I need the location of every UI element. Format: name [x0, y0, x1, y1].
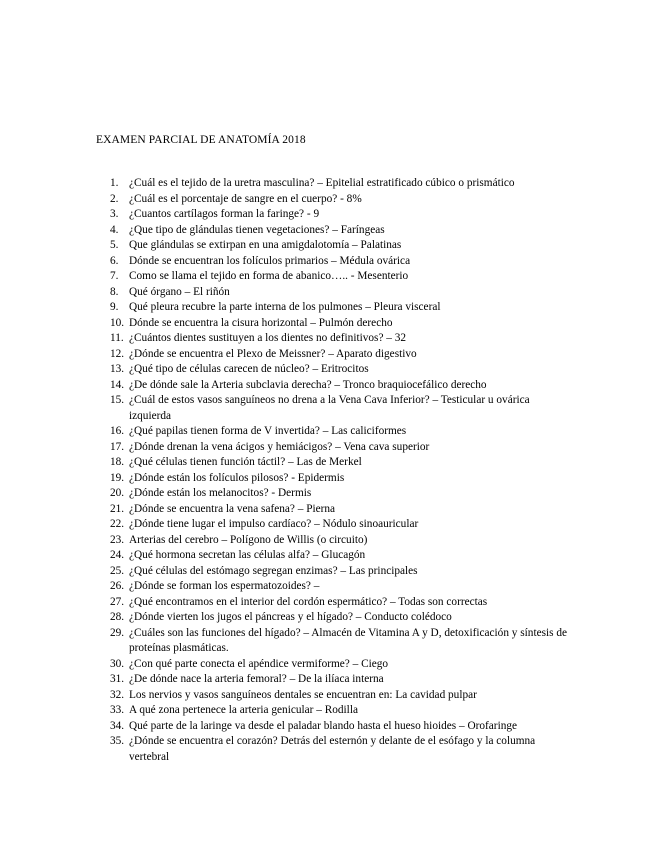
question-item — [110, 455, 572, 471]
question-text: Dónde se encuentran los folículos primarios – Médula ovárica — [129, 254, 411, 267]
question-text: ¿Dónde se encuentra el Plexo de Meissner? – Aparato digestivo — [129, 347, 417, 360]
question-item — [110, 610, 572, 626]
question-item — [110, 316, 572, 332]
question-item — [110, 517, 572, 533]
question-item — [110, 347, 572, 363]
question-text: ¿Dónde se encuentra el corazón? Detrás del esternón y delante de el esófago y la columna vertebral — [129, 735, 536, 763]
question-number: 24. — [110, 549, 125, 561]
question-text: ¿Qué células tienen función táctil? – Las de Merkel — [129, 456, 362, 468]
question-text: ¿Dónde vierten los jugos el páncreas y el hígado? – Conducto colédoco — [129, 611, 452, 623]
question-item — [110, 533, 572, 549]
question-item — [110, 192, 572, 208]
question-text: ¿Qué encontramos en el interior del cordón espermático? – Todas son correctas — [129, 595, 488, 608]
question-number: 22. — [110, 518, 125, 530]
question-item — [110, 734, 572, 765]
question-number: 33. — [110, 704, 125, 716]
question-number: 17. — [110, 440, 125, 453]
question-item — [110, 254, 572, 270]
question-text: ¿Qué tipo de células carecen de núcleo? – Eritrocitos — [129, 363, 369, 375]
question-item — [110, 331, 572, 347]
question-number: 16. — [110, 425, 125, 437]
question-number: 21. — [110, 502, 125, 515]
question-text: Dónde se encuentra la cisura horizontal – Pulmón derecho — [129, 316, 393, 329]
question-text: ¿Dónde se forman los espermatozoides? – — [129, 580, 320, 592]
question-text: ¿Que tipo de glándulas tienen vegetaciones? – Faríngeas — [129, 223, 385, 236]
question-item — [110, 548, 572, 564]
question-text: Arterias del cerebro – Polígono de Willis (o circuito) — [129, 533, 368, 546]
question-list — [110, 176, 572, 765]
question-item — [110, 719, 572, 735]
question-text: ¿Con qué parte conecta el apéndice vermiforme? – Ciego — [129, 657, 389, 670]
question-text: ¿Cuántos dientes sustituyen a los dientes no definitivos? – 32 — [129, 332, 407, 344]
question-text: ¿Cuantos cartílagos forman la faringe? - 9 — [129, 208, 320, 220]
question-number: 8. — [110, 285, 119, 298]
question-text: ¿Cuál de estos vasos sanguíneos no drena a la Vena Cava Inferior? – Testicular u ovárica izquierda — [129, 394, 530, 422]
question-number: 11. — [110, 332, 124, 344]
question-text: Que glándulas se extirpan en una amigdalotomía – Palatinas — [129, 239, 402, 251]
question-number: 10. — [110, 316, 125, 329]
question-number: 4. — [110, 223, 119, 236]
question-number: 7. — [110, 270, 119, 282]
question-text: ¿Dónde tiene lugar el impulso cardíaco? – Nódulo sinoauricular — [129, 518, 419, 530]
question-number: 19. — [110, 471, 125, 484]
question-item — [110, 486, 572, 502]
question-text: ¿Dónde están los folículos pilosos? - Epidermis — [129, 471, 345, 484]
question-item — [110, 285, 572, 301]
question-item — [110, 223, 572, 239]
question-number: 32. — [110, 688, 125, 701]
question-number: 14. — [110, 378, 125, 391]
question-item — [110, 595, 572, 611]
question-item — [110, 300, 572, 316]
question-item — [110, 207, 572, 223]
question-number: 35. — [110, 735, 125, 747]
question-number: 30. — [110, 657, 125, 670]
question-text: Qué parte de la laringe va desde el paladar blando hasta el hueso hioides – Orofaringe — [129, 719, 518, 732]
question-text: Qué pleura recubre la parte interna de los pulmones – Pleura visceral — [129, 301, 441, 313]
question-number: 31. — [110, 673, 125, 685]
question-text: ¿Dónde se encuentra la vena safena? – Pierna — [129, 502, 336, 515]
question-number: 5. — [110, 239, 119, 251]
question-number: 18. — [110, 456, 125, 468]
question-number: 9. — [110, 301, 119, 313]
question-text: Como se llama el tejido en forma de abanico….. - Mesenterio — [129, 270, 409, 282]
question-number: 6. — [110, 254, 119, 267]
question-number: 34. — [110, 719, 125, 732]
question-item — [110, 424, 572, 440]
question-item — [110, 657, 572, 673]
question-text: ¿Cuáles son las funciones del hígado? – Almacén de Vitamina A y D, detoxificación y síntesis de proteínas plasmáticas. — [129, 626, 568, 654]
question-item — [110, 362, 572, 378]
question-number: 1. — [110, 177, 119, 189]
question-text: ¿De dónde nace la arteria femoral? – De la ilíaca interna — [129, 673, 384, 685]
question-text: ¿Qué hormona secretan las células alfa? – Glucagón — [129, 549, 366, 561]
question-item — [110, 688, 572, 704]
question-number: 28. — [110, 611, 125, 623]
question-number: 15. — [110, 394, 125, 406]
question-text: Los nervios y vasos sanguíneos dentales se encuentran en: La cavidad pulpar — [129, 688, 477, 701]
question-text: A qué zona pertenece la arteria genicular – Rodilla — [129, 704, 358, 716]
question-text: ¿Dónde están los melanocitos? - Dermis — [129, 487, 312, 499]
question-number: 27. — [110, 595, 125, 608]
question-number: 2. — [110, 192, 119, 205]
question-text: ¿De dónde sale la Arteria subclavia derecha? – Tronco braquiocefálico derecho — [129, 378, 487, 391]
question-item — [110, 626, 572, 657]
question-text: Qué órgano – El riñón — [129, 285, 230, 298]
question-number: 3. — [110, 208, 119, 220]
question-item — [110, 564, 572, 580]
question-item — [110, 703, 572, 719]
question-item — [110, 440, 572, 456]
question-number: 29. — [110, 626, 125, 639]
question-item — [110, 502, 572, 518]
question-text: ¿Cuál es el porcentaje de sangre en el cuerpo? - 8% — [129, 192, 362, 205]
question-number: 26. — [110, 580, 125, 592]
question-number: 20. — [110, 487, 125, 499]
question-item — [110, 393, 572, 424]
document-title: EXAMEN PARCIAL DE ANATOMÍA 2018 — [96, 134, 306, 146]
question-item — [110, 269, 572, 285]
question-text: ¿Qué células del estómago segregan enzimas? – Las principales — [129, 564, 418, 577]
question-text: ¿Dónde drenan la vena ácigos y hemiácigos? – Vena cava superior — [129, 440, 430, 453]
question-number: 12. — [110, 347, 125, 360]
question-number: 25. — [110, 564, 125, 577]
question-text: ¿Cuál es el tejido de la uretra masculina? – Epitelial estratificado cúbico o prismático — [129, 177, 515, 189]
question-item — [110, 176, 572, 192]
question-item — [110, 471, 572, 487]
question-number: 23. — [110, 533, 125, 546]
question-number: 13. — [110, 363, 125, 375]
question-item — [110, 672, 572, 688]
question-item — [110, 238, 572, 254]
question-item — [110, 579, 572, 595]
question-item — [110, 378, 572, 394]
question-text: ¿Qué papilas tienen forma de V invertida? – Las caliciformes — [129, 425, 407, 437]
